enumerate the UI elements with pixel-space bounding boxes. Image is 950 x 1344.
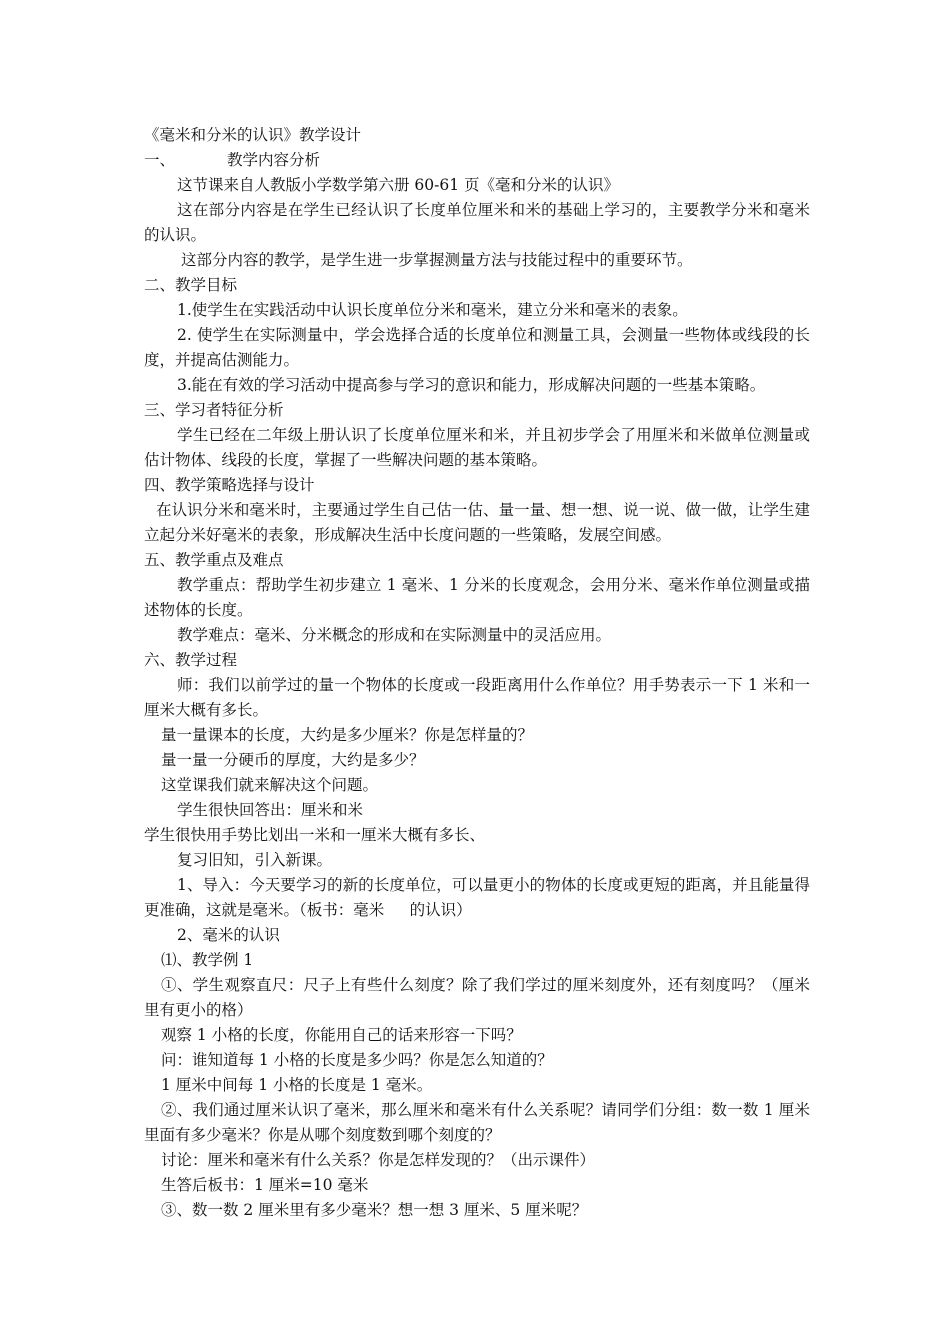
section-heading-5: 五、教学重点及难点: [144, 551, 284, 569]
section-heading-2: 二、教学目标: [144, 276, 238, 294]
paragraph: ③、数一数 2 厘米里有多少毫米？想一想 3 厘米、5 厘米呢？: [161, 1201, 588, 1219]
paragraph: ②、我们通过厘米认识了毫米，那么厘米和毫米有什么关系呢？请同学们分组：数一数 1 厘米里面有多少毫米？你是从哪个刻度数到哪个刻度的？: [144, 1101, 810, 1144]
section-1-number: 一、: [144, 151, 176, 169]
paragraph: 学生很快回答出：厘米和米: [177, 801, 364, 819]
subsection-heading: 2、毫米的认识: [177, 926, 280, 944]
paragraph: 生答后板书：1 厘米=10 毫米: [161, 1176, 369, 1194]
paragraph: 教学难点：毫米、分米概念的形成和在实际测量中的灵活应用。: [177, 626, 612, 644]
paragraph: 1 厘米中间每 1 小格的长度是 1 毫米。: [161, 1076, 433, 1094]
objective-item: 2. 使学生在实际测量中，学会选择合适的长度单位和测量工具，会测量一些物体或线段的长度，并提高估测能力。: [144, 326, 810, 369]
paragraph: 师：我们以前学过的量一个物体的长度或一段距离用什么作单位？用手势表示一下 1 米和一厘米大概有多长。: [144, 676, 810, 719]
paragraph: 1、导入：今天要学习的新的长度单位，可以量更小的物体的长度或更短的距离，并且能量得更准确，这就是毫米。（板书：毫米 的认识）: [144, 876, 810, 919]
section-heading-3: 三、学习者特征分析: [144, 401, 284, 419]
paragraph: 量一量一分硬币的厚度，大约是多少？: [161, 751, 425, 769]
paragraph: 这部分内容的教学，是学生进一步掌握测量方法与技能过程中的重要环节。: [181, 251, 693, 269]
subsection-heading: ⑴、教学例 1: [161, 951, 254, 969]
paragraph: 这在部分内容是在学生已经认识了长度单位厘米和米的基础上学习的，主要教学分米和毫米的认识。: [144, 201, 810, 244]
paragraph: 这节课来自人教版小学数学第六册 60-61 页《毫和分米的认识》: [177, 176, 620, 194]
objective-item: 3.能在有效的学习活动中提高参与学习的意识和能力，形成解决问题的一些基本策略。: [177, 376, 766, 394]
paragraph: 讨论：厘米和毫米有什么关系？你是怎样发现的？（出示课件）: [161, 1151, 596, 1169]
document-title: 《毫米和分米的认识》教学设计: [144, 126, 362, 144]
section-1-title: 教学内容分析: [227, 151, 321, 169]
section-heading-6: 六、教学过程: [144, 651, 238, 669]
paragraph: 在认识分米和毫米时，主要通过学生自己估一估、量一量、想一想、说一说、做一做，让学生建立起分米好毫米的表象，形成解决生活中长度问题的一些策略，发展空间感。: [144, 501, 810, 544]
section-heading-1: [144, 148, 320, 173]
paragraph: ①、学生观察直尺：尺子上有些什么刻度？除了我们学过的厘米刻度外，还有刻度吗？（厘米里有更小的格）: [144, 976, 810, 1019]
paragraph: 量一量课本的长度，大约是多少厘米？你是怎样量的？: [161, 726, 534, 744]
paragraph: 复习旧知，引入新课。: [177, 851, 333, 869]
paragraph: 教学重点：帮助学生初步建立 1 毫米、1 分米的长度观念，会用分米、毫米作单位测量或描述物体的长度。: [144, 576, 810, 619]
paragraph: 这堂课我们就来解决这个问题。: [161, 776, 379, 794]
section-heading-4: 四、教学策略选择与设计: [144, 476, 315, 494]
paragraph: 问：谁知道每 1 小格的长度是多少吗？你是怎么知道的？: [161, 1051, 553, 1069]
objective-item: 1.使学生在实践活动中认识长度单位分米和毫米，建立分米和毫米的表象。: [177, 301, 688, 319]
paragraph: 学生已经在二年级上册认识了长度单位厘米和米，并且初步学会了用厘米和米做单位测量或估计物体、线段的长度，掌握了一些解决问题的基本策略。: [144, 426, 810, 469]
paragraph: 观察 1 小格的长度，你能用自己的话来形容一下吗？: [161, 1026, 522, 1044]
paragraph: 学生很快用手势比划出一米和一厘米大概有多长、: [144, 826, 486, 844]
